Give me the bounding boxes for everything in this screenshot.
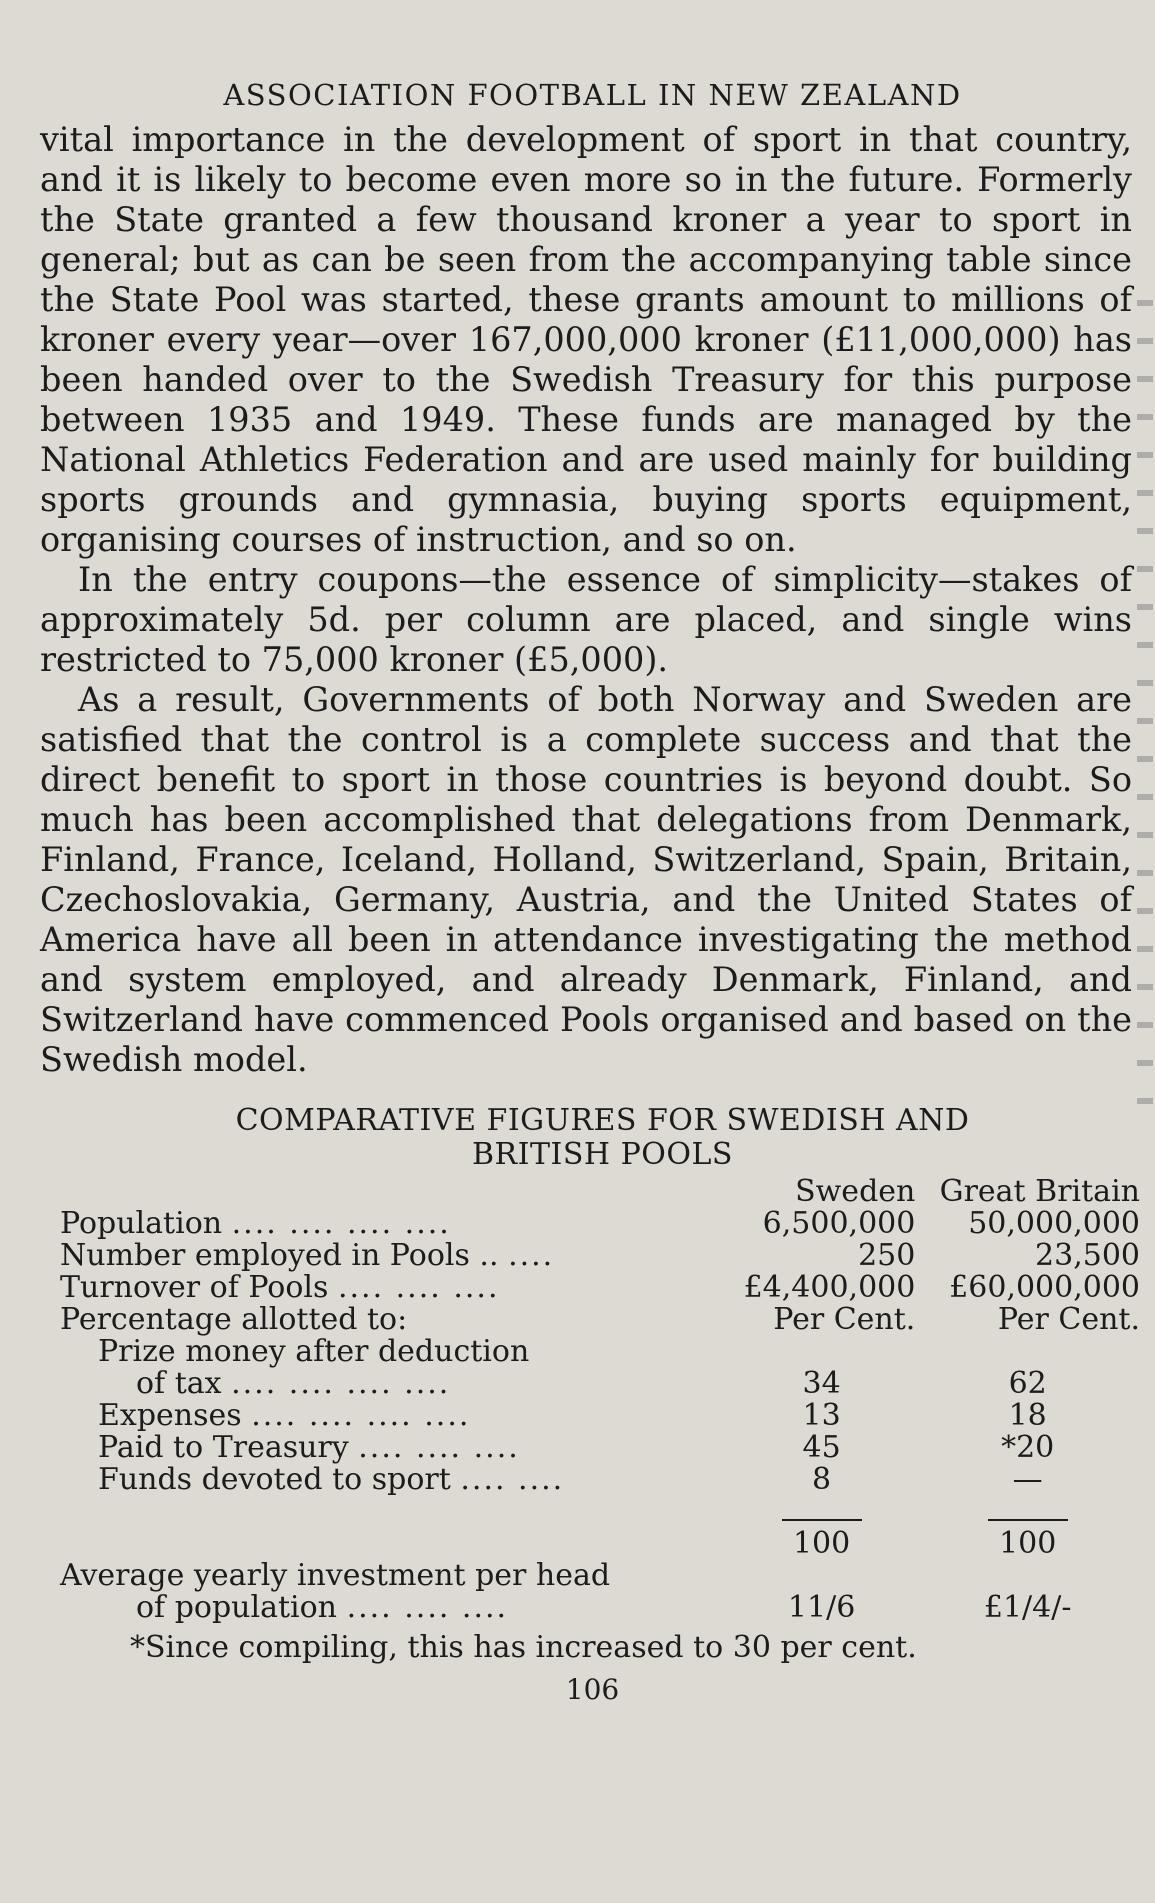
cell-great-britain: £1/4/- [983,1590,1072,1625]
table-title-line-2: BRITISH POOLS [472,1137,733,1172]
cell-sweden: 34 [802,1366,841,1401]
table-row [60,1368,1140,1400]
row-label-expenses: Expenses [98,1398,242,1433]
row-label-average: Average yearly investment per head [60,1558,611,1593]
body-text [40,120,1132,1080]
cell-sweden: 45 [802,1430,841,1465]
cell-sweden-total: 100 [792,1526,851,1561]
column-header-great-britain: Great Britain [939,1174,1140,1209]
cell-sweden: £4,400,000 [743,1270,916,1305]
cell-sweden: 13 [802,1398,841,1433]
table-row [60,1560,1140,1592]
total-rule-row [60,1496,1140,1528]
cell-great-britain: 18 [1008,1398,1047,1433]
table-row [60,1336,1140,1368]
row-label-turnover: Turnover of Pools [60,1270,329,1305]
table-title [40,1104,1125,1172]
table-row [60,1240,1140,1272]
cell-great-britain: 50,000,000 [968,1206,1140,1241]
table-row [60,1400,1140,1432]
table-header-row [60,1176,1140,1208]
table-row [60,1464,1140,1496]
cell-great-britain: *20 [1001,1430,1055,1465]
cell-great-britain: 62 [1008,1366,1047,1401]
leader-dots: .... .... .... .... [251,1398,471,1433]
row-label-percentage: Percentage allotted to: [60,1302,408,1337]
table-row [60,1432,1140,1464]
row-label-employed: Number employed in Pools .. [60,1238,499,1273]
paragraph-2: In the entry coupons—the essence of simplicity—stakes of approximately 5d. per column are placed, and single wins restricted to 75,000 kroner (£5,000). [40,560,1132,679]
table-row [60,1208,1140,1240]
cell-great-britain-total: 100 [999,1526,1057,1561]
leader-dots: .... .... .... .... [231,1206,451,1241]
row-label-prize-money: Prize money after deduction [98,1334,530,1369]
cell-sweden: 250 [858,1238,916,1273]
page-number: 106 [565,1673,620,1706]
leader-dots: .... .... .... [346,1590,509,1625]
row-label-of-tax: of tax [136,1366,222,1401]
running-head: ASSOCIATION FOOTBALL IN NEW ZEALAND [223,78,962,112]
comparative-figures-table [60,1176,1140,1624]
table-title-line-1: COMPARATIVE FIGURES FOR SWEDISH AND [235,1103,970,1138]
leader-dots: .... [508,1238,555,1273]
cell-great-britain: £60,000,000 [949,1270,1140,1305]
cell-sweden: 8 [812,1462,832,1497]
table-row-total [60,1528,1140,1560]
total-rule [988,1519,1068,1521]
cell-sweden: Per Cent. [773,1302,916,1337]
row-label-treasury: Paid to Treasury [98,1430,349,1465]
table-row [60,1272,1140,1304]
cell-sweden: 11/6 [787,1590,856,1625]
leader-dots: .... .... .... [337,1270,500,1305]
table-row [60,1592,1140,1624]
total-rule [782,1519,862,1521]
leader-dots: .... .... .... [358,1430,520,1465]
paragraph-3: As a result, Governments of both Norway and Sweden are satisfied that the control is a complete success and that the direct benefit to sport in those countries is beyond doubt. So much has been accomplished that delegations from Denmark, Finland, France, Iceland, Holland, Switzerland, Spain, Britain, Czechoslovakia, Germany, Austria, and the United States of America have all been in attendance investigating the method and system employed, and already Denmark, Finland, and Switzerland have commenced Pools organised and based on the Swedish model. [40,680,1132,1079]
leader-dots: .... .... .... .... [231,1366,451,1401]
column-header-sweden: Sweden [795,1174,916,1209]
binding-edge-marks [1137,300,1153,1120]
cell-great-britain: Per Cent. [997,1302,1140,1337]
cell-great-britain: 23,500 [1035,1238,1140,1273]
paragraph-1: vital importance in the development of sport in that country, and it is likely to become even more so in the future. Formerly the State granted a few thousand kroner a year to sport in general; but as can be seen from the accompanying table since the State Pool was started, these grants amount to millions of kroner every year—over 167,000,000 kroner (£11,000,000) has been handed over to the Swedish Treasury for this purpose between 1935 and 1949. These funds are managed by the National Athletics Federation and are used mainly for building sports grounds and gymnasia, buying sports equipment, organising courses of instruction, and so on. [40,120,1132,559]
cell-great-britain: — [1012,1462,1043,1497]
leader-dots: .... .... [460,1462,565,1497]
row-label-of-population: of population [136,1590,338,1625]
cell-sweden: 6,500,000 [762,1206,916,1241]
row-label-population: Population [60,1206,223,1241]
table-row [60,1304,1140,1336]
row-label-funds: Funds devoted to sport [98,1462,451,1497]
footnote: *Since compiling, this has increased to 30 per cent. [130,1630,917,1665]
